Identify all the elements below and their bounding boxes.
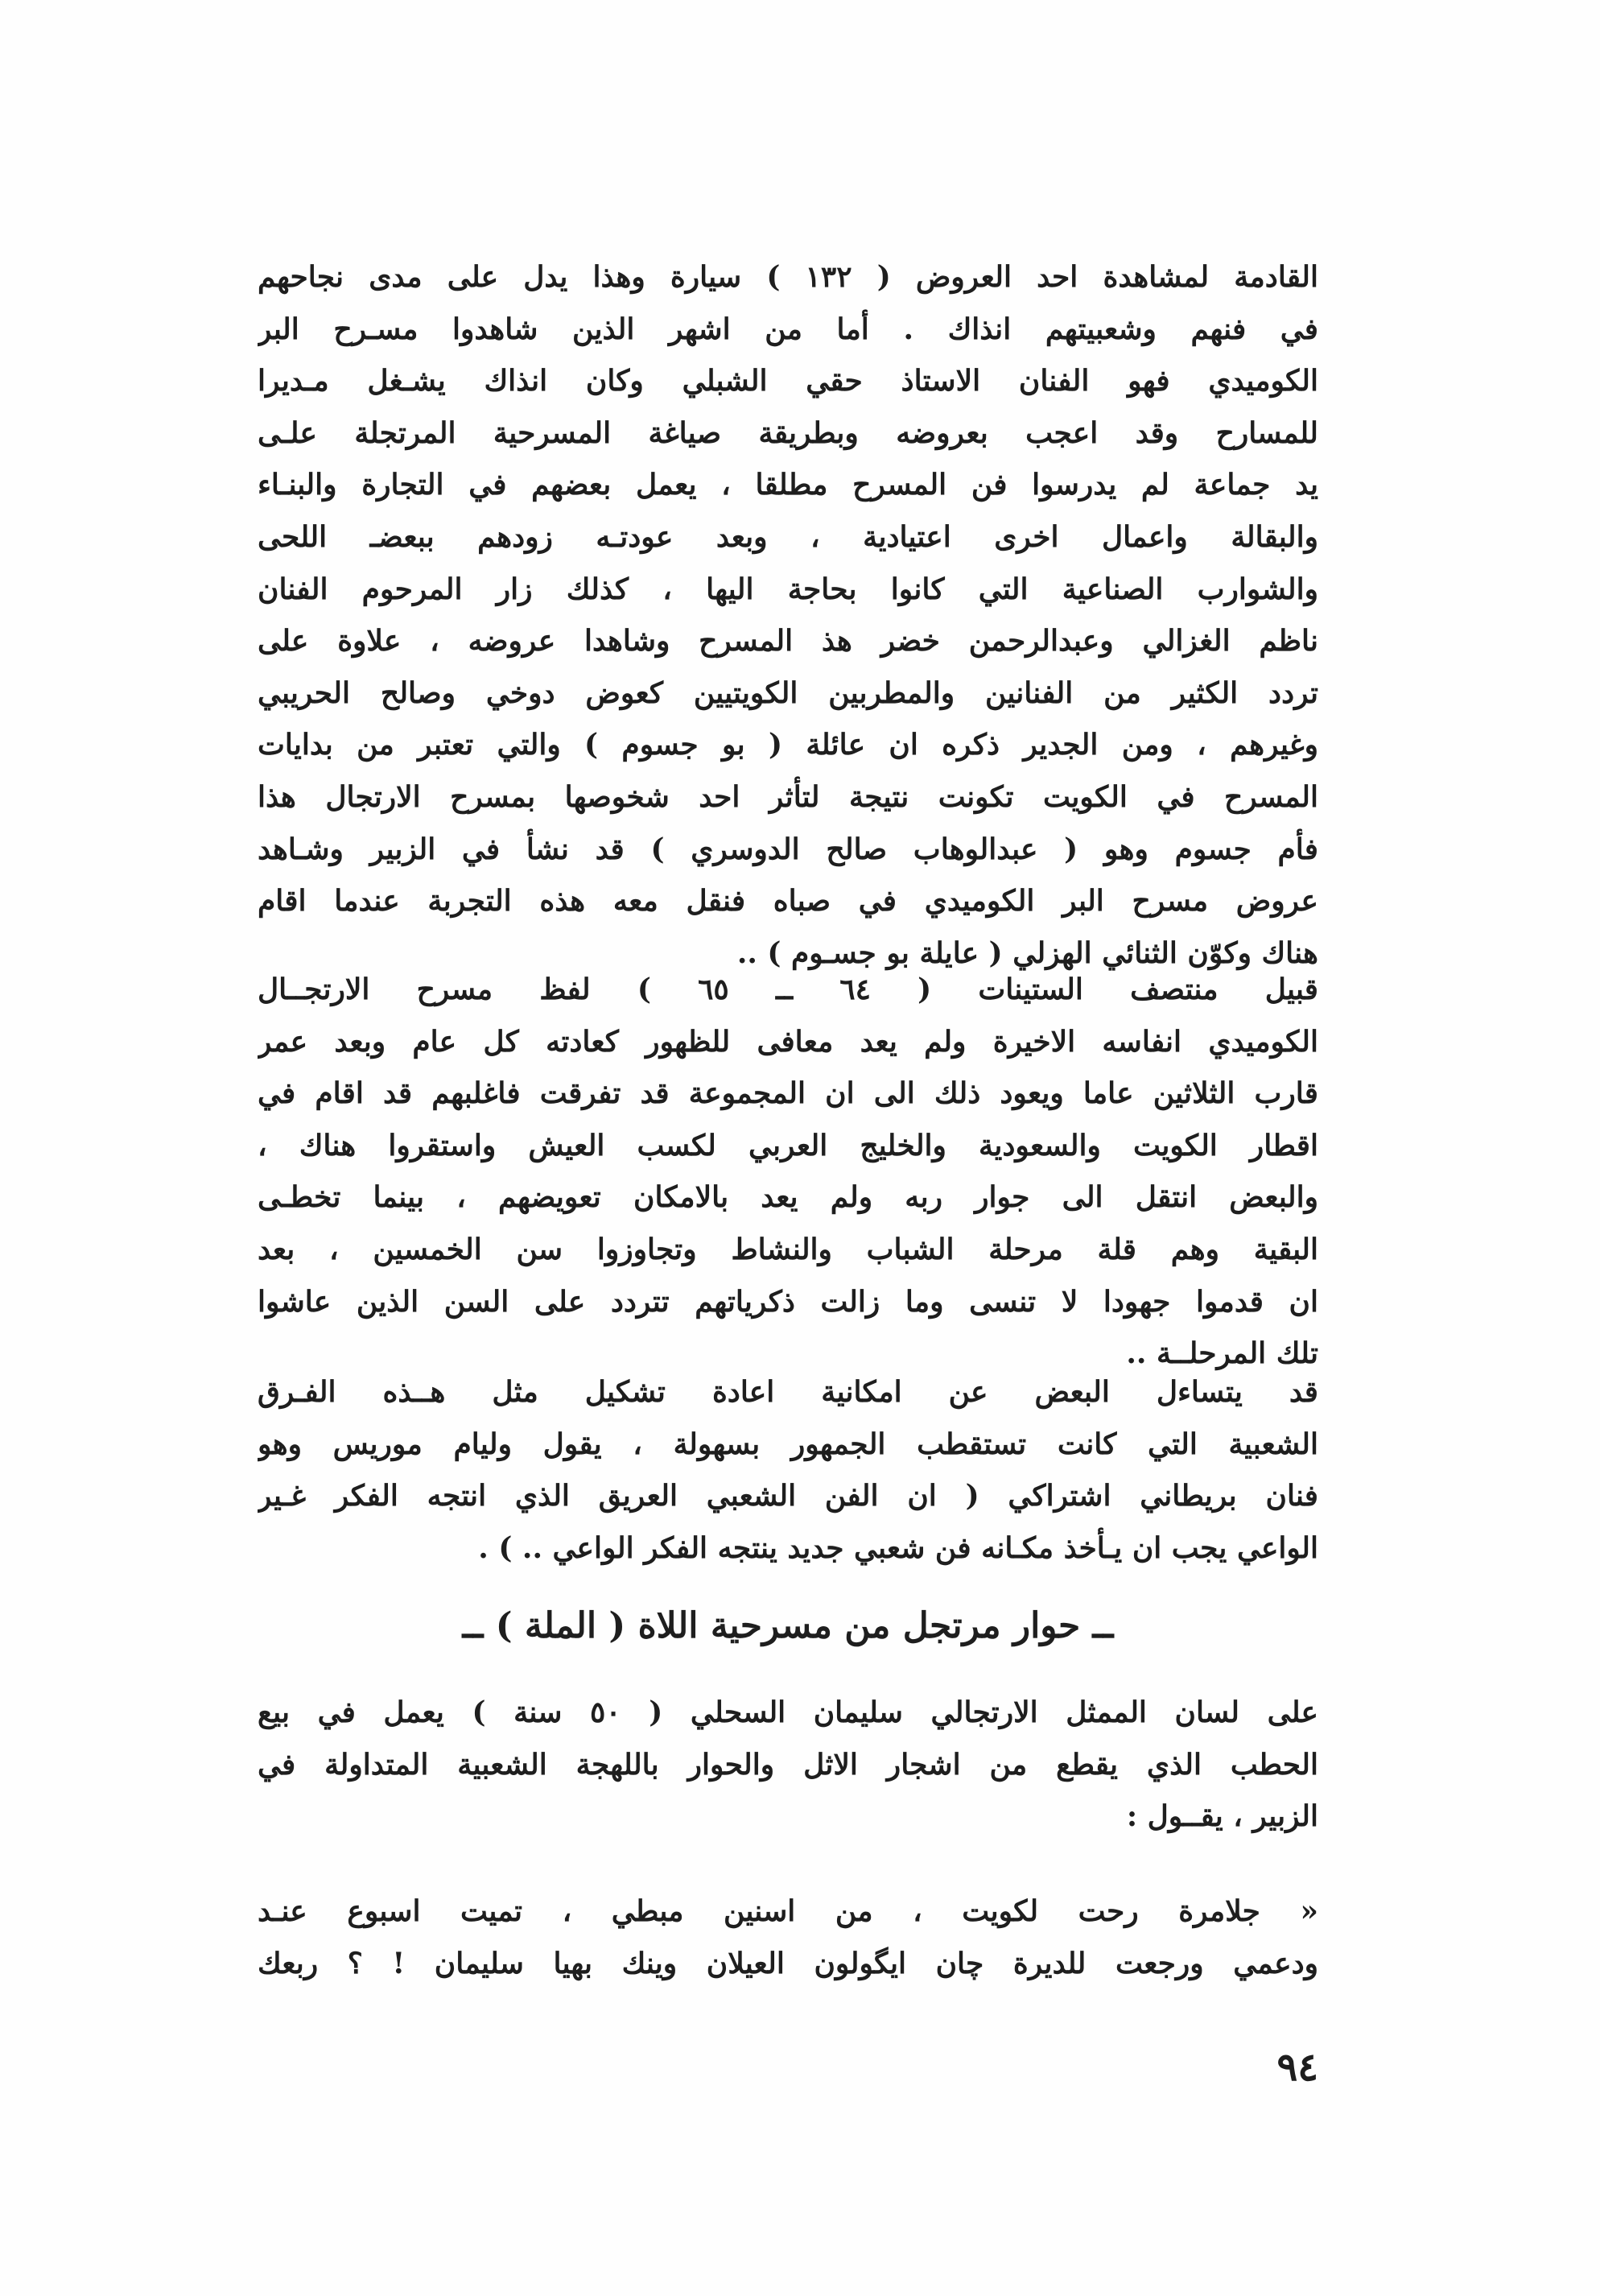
- paragraph-line: ناظم الغزالي وعبدالرحمن خضر هذ المسرح وشاهدا عروضه ، علاوة على: [258, 624, 1318, 659]
- paragraph-3: [258, 1366, 1318, 1574]
- paragraph-line: والبقالة واعمال اخرى اعتيادية ، وبعد عودتـه زودهم ببعضـ اللحى: [258, 519, 1318, 554]
- paragraph-line: والبعض انتقل الى جوار ربه ولم يعد بالامكان تعويضهم ، بينما تخطـى: [258, 1180, 1318, 1215]
- paragraph-line: الكوميدي انفاسه الاخيرة ولم يعد معافى للظهور كعادته كل عام وبعد عمر: [258, 1024, 1318, 1059]
- paragraph-5: [258, 1885, 1318, 1989]
- paragraph-4: [258, 1687, 1318, 1843]
- paragraph-line: قارب الثلاثين عاما ويعود ذلك الى ان المجموعة قد تفرقت فاغلبهم قد اقام في: [258, 1076, 1318, 1111]
- paragraph-line: المسرح في الكويت تكونت نتيجة لتأثر احد شخوصها بمسرح الارتجال هذا: [258, 779, 1318, 814]
- paragraph-line: ان قدموا جهودا لا تنسى وما زالت ذكرياتهم تتردد على السن الذين عاشوا: [258, 1284, 1318, 1319]
- paragraph-1: [258, 251, 1318, 979]
- paragraph-line: عروض مسرح البر الكوميدي في صباه فنقل معه هذه التجربة عندما اقام: [258, 884, 1318, 919]
- paragraph-line: تلك المرحلــة ..: [1126, 1336, 1318, 1371]
- paragraph-line: الشعبية التي كانت تستقطب الجمهور بسهولة ، يقول وليام موريس وهو: [258, 1427, 1318, 1461]
- paragraph-line: قبيل منتصف الستينات ( ٦٤ ــ ٦٥ ) لفظ مسرح الارتجــال: [258, 972, 1318, 1006]
- paragraph-line: يد جماعة لم يدرسوا فن المسرح مطلقا ، يعمل بعضهم في التجارة والبنـاء: [258, 468, 1318, 502]
- paragraph-line: هناك وكوّن الثنائي الهزلي ( عايلة بو جسـوم ) ..: [736, 935, 1318, 970]
- paragraph-line: على لسان الممثل الارتجالي سليمان السحلي ( ٥٠ سنة ) يعمل في بيع: [258, 1695, 1318, 1729]
- paragraph-line: اقطار الكويت والسعودية والخليج العربي لكسب العيش واستقروا هناك ،: [258, 1128, 1318, 1162]
- paragraph-line: الكوميدي فهو الفنان الاستاذ حقي الشبلي وكان انذاك يشـغل مـديرا: [258, 364, 1318, 398]
- paragraph-line: الواعي يجب ان يـأخذ مكـانه فن شعبي جديد ينتجه الفكر الواعي .. ) .: [478, 1530, 1318, 1565]
- paragraph-line: قد يتساءل البعض عن امكانية اعادة تشكيل مثل هــذه الفـرق: [258, 1375, 1318, 1409]
- paragraph-line: تردد الكثير من الفنانين والمطربين الكويتيين كعوض دوخي وصالح الحريبي: [258, 675, 1318, 710]
- paragraph-line: ودعمي ورجعت للديرة چان ايگولون العيلان وينك بهيا سليمان ! ؟ ربعك: [258, 1946, 1318, 1980]
- paragraph-line: والشوارب الصناعية التي كانوا بحاجة اليها ، كذلك زار المرحوم الفنان: [258, 572, 1318, 606]
- paragraph-line: القادمة لمشاهدة احد العروض ( ١٣٢ ) سيارة وهذا يدل على مدى نجاحهم: [258, 260, 1318, 294]
- page-number: ٩٤: [1276, 2045, 1318, 2090]
- paragraph-line: البقية وهم قلة مرحلة الشباب والنشاط وتجاوزوا سن الخمسين ، بعد: [258, 1232, 1318, 1266]
- section-heading: ــ حوار مرتجل من مسرحية اللاة ( الملة ) ــ: [462, 1605, 1114, 1646]
- paragraph-line: الحطب الذي يقطع من اشجار الاثل والحوار باللهجة الشعبية المتداولة في: [258, 1747, 1318, 1782]
- paragraph-line: في فنهم وشعبيتهم انذاك . أما من اشهر الذين شاهدوا مسـرح البر: [258, 312, 1318, 346]
- paragraph-line: وغيرهم ، ومن الجدير ذكره ان عائلة ( بو جسوم ) والتي تعتبر من بدايات: [258, 728, 1318, 762]
- paragraph-line: للمسارح وقد اعجب بعروضه وبطريقة صياغة المسرحية المرتجلة علـى: [258, 415, 1318, 450]
- paragraph-line: « جلامرة رحت لكويت ، من اسنين مبطي ، تميت اسبوع عنـد: [258, 1894, 1318, 1928]
- paragraph-line: الزبير ، يقــول :: [1126, 1799, 1318, 1834]
- paragraph-line: فنان بريطاني اشتراكي ( ان الفن الشعبي العريق الذي انتجه الفكر غـير: [258, 1479, 1318, 1513]
- paragraph-2: [258, 964, 1318, 1380]
- paragraph-line: فأم جسوم وهو ( عبدالوهاب صالح الدوسري ) قد نشأ في الزبير وشـاهد: [258, 832, 1318, 866]
